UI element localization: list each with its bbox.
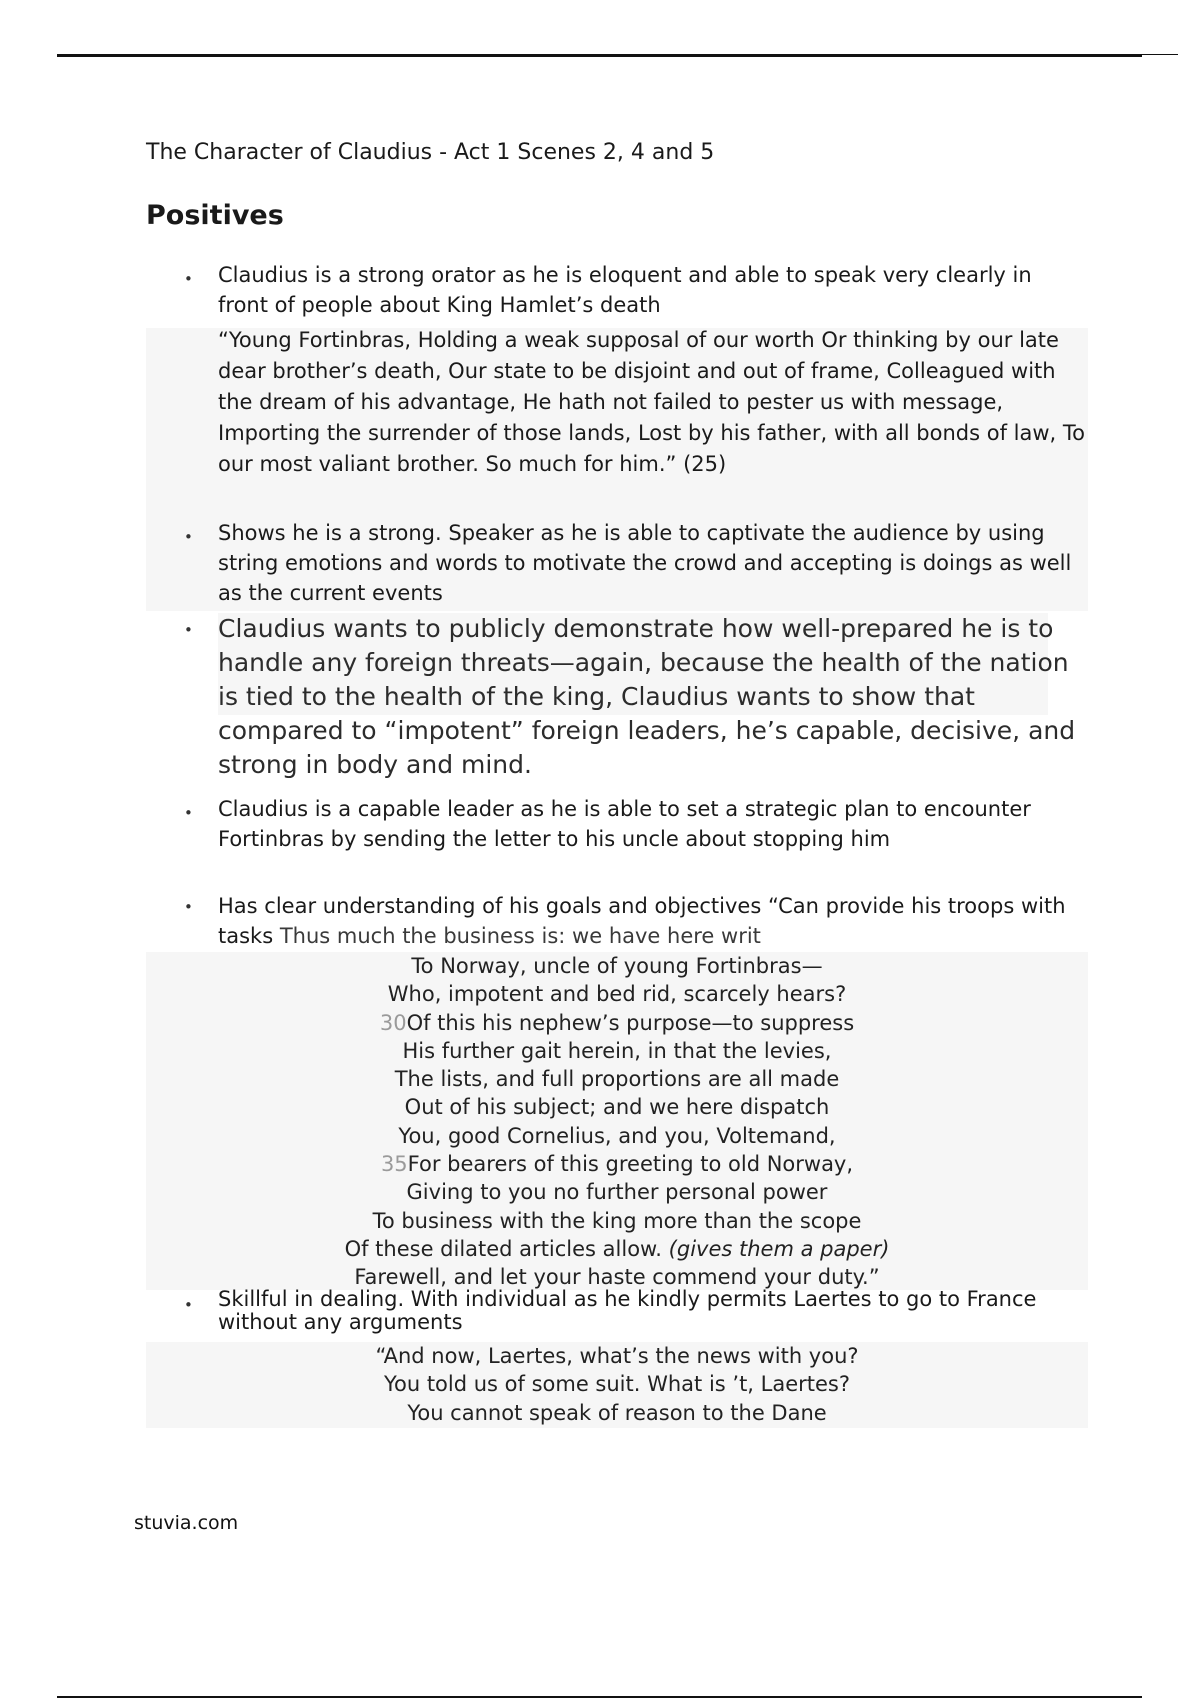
verse-line: Farewell, and let your haste commend your duty.” [354,1265,880,1290]
list-item-3: Claudius wants to publicly demonstrate how well-prepared he is to handle any foreign threats—again, because the health of the nation is tied to the health of the king, Claudius wants to show that compared to “impotent” foreign leaders, he’s capable, decisive, and strong in body and mind. [218,614,1076,779]
verse-line: Who, impotent and bed rid, scarcely hears? [387,982,847,1007]
bullet-4: • [184,804,193,822]
bullet-1: • [184,270,193,288]
list-item-5-quote-start: Thus much the business is: we have here writ [279,924,761,948]
document-title: The Character of Claudius - Act 1 Scenes 2, 4 and 5 [146,140,715,165]
verse-line: You, good Cornelius, and you, Voltemand, [398,1123,836,1148]
top-rule [57,54,1142,57]
verse-block-1 [146,952,1088,1292]
verse-line: You told us of some suit. What is ’t, Laertes? [383,1372,851,1397]
list-item-5-text: Has clear understanding of his goals and objectives “Can provide his troops with tasks [218,894,1066,948]
bullet-5: • [184,898,193,916]
bullet-6: • [184,1296,193,1314]
footer-source: stuvia.com [134,1512,239,1534]
verse-line: “And now, Laertes, what’s the news with you? [375,1344,859,1368]
verse-line-text: Of this his nephew’s purpose—to suppress [406,1010,855,1035]
verse-line: His further gait herein, in that the levies, [402,1038,832,1063]
bullet-2-glyph: • [184,528,193,546]
section-heading: Positives [146,200,284,231]
list-item-5 [218,891,1088,951]
verse-line: To Norway, uncle of young Fortinbras— [411,954,823,978]
line-number: 35 [380,1152,408,1177]
bullet-3: • [184,621,193,639]
verse-line: To business with the king more than the scope [372,1208,862,1233]
list-item-2: Shows he is a strong. Speaker as he is able to captivate the audience by using string emotions and words to motivate the crowd and accepting is doings as well as the current events [218,521,1072,605]
bottom-rule [57,1696,1142,1698]
list-item-4: Claudius is a capable leader as he is able to set a strategic plan to encounter Fortinbras by sending the letter to his uncle about stopping him [218,797,1031,851]
verse-line [146,1235,1088,1263]
top-rule-tail [1142,54,1178,55]
list-item-1: Claudius is a strong orator as he is eloquent and able to speak very clearly in front of people about King Hamlet’s death [218,263,1032,317]
verse-line-text: For bearers of this greeting to old Norway, [407,1152,854,1177]
verse-line: Out of his subject; and we here dispatch [404,1095,830,1120]
verse-line [146,1150,1088,1178]
line-number: 30 [379,1010,407,1035]
verse-line: Giving to you no further personal power [406,1180,828,1205]
list-item-6: Skillful in dealing. With individual as he kindly permits Laertes to go to France without any arguments [218,1287,1037,1334]
verse-line: You cannot speak of reason to the Dane [407,1400,827,1425]
stage-direction: (gives them a paper) [668,1236,890,1261]
verse-block-2 [146,1342,1088,1427]
verse-line: The lists, and full proportions are all made [394,1067,840,1092]
verse-line-text: Of these dilated articles allow. [344,1236,669,1261]
verse-line [146,1009,1088,1037]
quote-fortinbras: “Young Fortinbras, Holding a weak supposal of our worth Or thinking by our late dear brother’s death, Our state to be disjoint and out of frame, Colleagued with the dream of his advantage, He hath not failed to pester us with message, Importing the surrender of those lands, Lost by his father, with all bonds of law, To our most valiant brother. So much for him.” (25) [218,328,1085,476]
